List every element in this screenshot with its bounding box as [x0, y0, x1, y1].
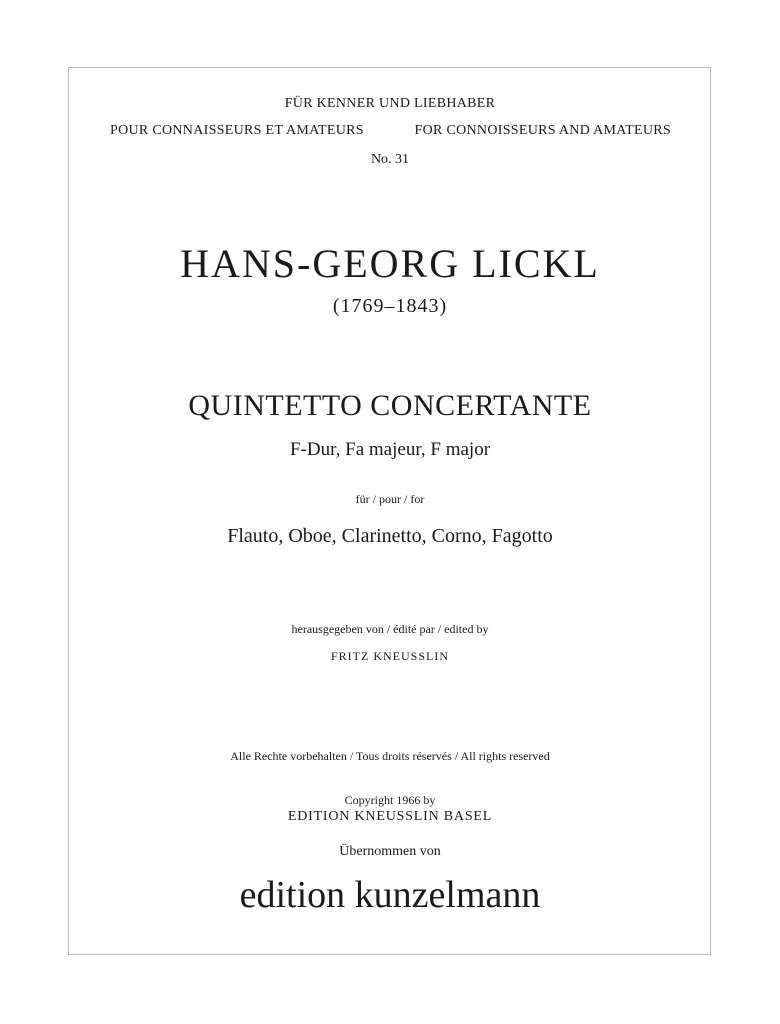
series-number: No. 31 [370, 152, 410, 167]
copyright-notice: Copyright 1966 by [344, 793, 436, 807]
series-title-french: POUR CONNAISSEURS ET AMATEURS [110, 123, 364, 138]
edited-by-label: herausgegeben von / édité par / edited by [291, 622, 489, 636]
series-title-english: FOR CONNOISSEURS AND AMATEURS [414, 123, 671, 138]
series-title-row [0, 124, 780, 140]
editor-name: FRITZ KNEUSSLIN [330, 649, 449, 663]
instrumentation: Flauto, Oboe, Clarinetto, Corno, Fagotto [227, 525, 553, 547]
composer-name: HANS-GEORG LICKL [180, 241, 600, 286]
work-title: QUINTETTO CONCERTANTE [188, 389, 592, 422]
publisher-name: edition kunzelmann [239, 874, 541, 916]
work-key: F-Dur, Fa majeur, F major [289, 439, 491, 460]
taken-over-label: Übernommen von [339, 844, 441, 859]
series-title-german: FÜR KENNER UND LIEBHABER [284, 96, 496, 111]
for-label: für / pour / for [355, 492, 425, 506]
composer-dates: (1769–1843) [332, 295, 448, 317]
original-edition: EDITION KNEUSSLIN BASEL [287, 809, 493, 824]
rights-notice: Alle Rechte vorbehalten / Tous droits réservés / All rights reserved [230, 749, 550, 763]
